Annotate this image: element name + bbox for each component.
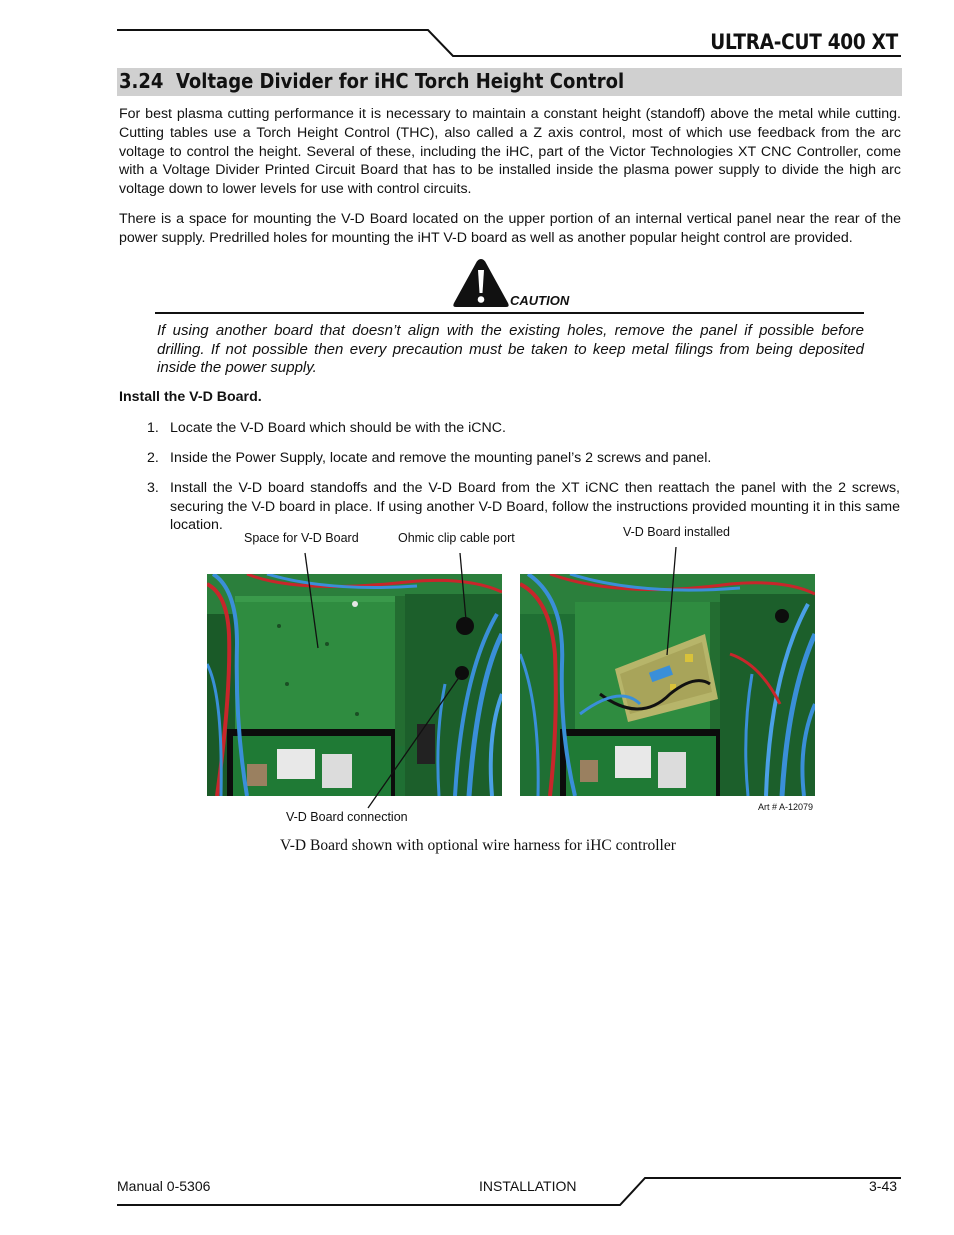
install-heading: Install the V-D Board. bbox=[119, 389, 262, 405]
callout-board-connection: V-D Board connection bbox=[286, 810, 408, 824]
step-text: Locate the V-D Board which should be with the iCNC. bbox=[170, 420, 506, 436]
photo-board-installed bbox=[520, 574, 815, 796]
paragraph-intro: For best plasma cutting performance it is necessary to maintain a constant height (standoff) above the metal while cutting. Cutting tables use a Torch Height Control (THC), also called a Z axis control, most of which use feedback from the arc voltage to control the height. Several of these, including the iHC, part of the Victor Technologies XT CNC Controller, come with a Voltage Divider Printed Circuit Board that has to be installed inside the plasma power supply to divide the high arc voltage down to lower levels for use with control circuits. bbox=[119, 106, 901, 198]
step-text: Inside the Power Supply, locate and remove the mounting panel’s 2 screws and panel. bbox=[170, 450, 712, 466]
footer-page-number: 3-43 bbox=[869, 1178, 898, 1194]
callout-space-for-board: Space for V-D Board bbox=[244, 531, 359, 545]
step-text: Install the V-D board standoffs and the V-D Board from the XT iCNC then reattach the panel with the 2 screws, securing the V-D board in place. If using another V-D Board, follow the instructions provided mounting it in this same location. bbox=[170, 480, 900, 534]
footer-section: INSTALLATION bbox=[479, 1178, 577, 1194]
step-1 bbox=[147, 419, 902, 439]
figure-caption: V-D Board shown with optional wire harness for iHC controller bbox=[280, 837, 676, 854]
caution-text: If using another board that doesn’t align with the existing holes, remove the panel if possible before drilling. If not possible then every precaution must be taken to keep metal filings from being deposited inside the power supply. bbox=[157, 322, 864, 377]
step-number: 3. bbox=[147, 480, 159, 496]
section-number: 3.24 bbox=[119, 69, 164, 93]
paragraph-mounting: There is a space for mounting the V-D Board located on the upper portion of an internal vertical panel near the rear of the power supply. Predrilled holes for mounting the iHT V-D board as well as another popular height control are provided. bbox=[119, 211, 901, 246]
caution-label: CAUTION bbox=[510, 293, 570, 308]
step-number: 2. bbox=[147, 450, 159, 466]
section-title bbox=[119, 69, 624, 93]
step-number: 1. bbox=[147, 420, 159, 436]
footer-manual: Manual 0-5306 bbox=[117, 1178, 211, 1194]
warning-icon bbox=[451, 256, 511, 310]
header-title: ULTRA-CUT 400 XT bbox=[710, 30, 898, 54]
section-title-text: Voltage Divider for iHC Torch Height Control bbox=[175, 69, 625, 93]
step-2 bbox=[147, 449, 902, 469]
photo-space-for-board bbox=[207, 574, 502, 796]
art-number: Art # A-12079 bbox=[758, 802, 814, 812]
callout-ohmic-port: Ohmic clip cable port bbox=[398, 531, 515, 545]
callout-board-installed: V-D Board installed bbox=[623, 525, 731, 539]
caution-rule bbox=[155, 312, 864, 314]
